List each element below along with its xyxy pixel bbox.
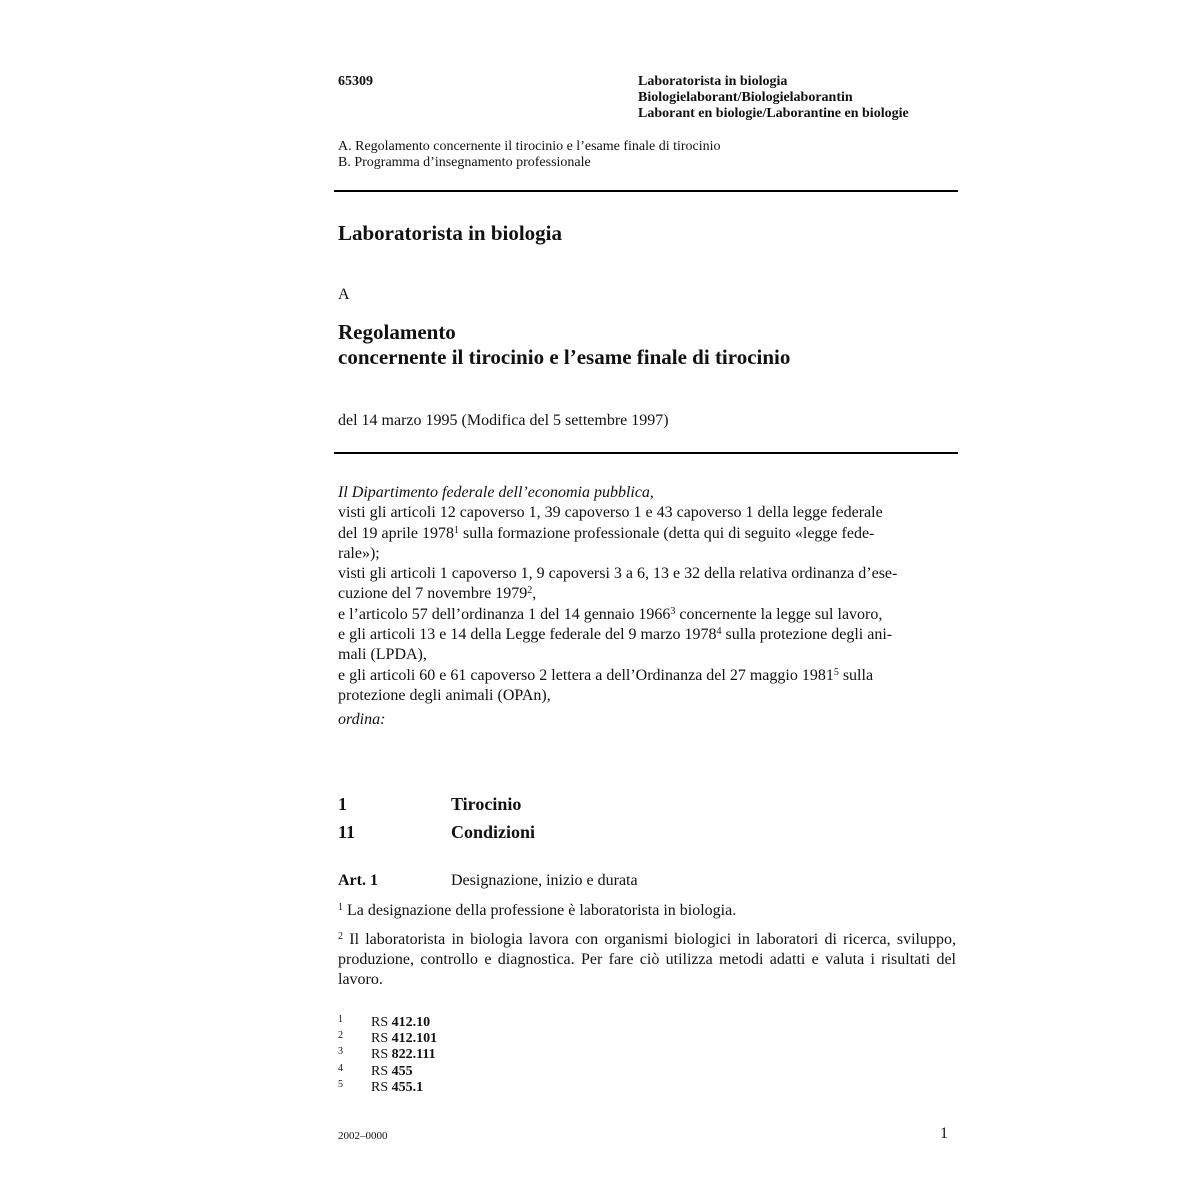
header-title-fr: Laborant en biologie/Laborantine en biologie bbox=[638, 106, 909, 121]
preamble-line bbox=[338, 625, 958, 645]
regulation-title-line2: concernente il tirocinio e l’esame finale di tirocinio bbox=[338, 345, 791, 369]
footnote-ref-number: 455.1 bbox=[391, 1079, 424, 1095]
toc-item-b: B. Programma d’insegnamento professionale bbox=[338, 155, 591, 170]
preamble-text: e gli articoli 13 e 14 della Legge federale del 9 marzo 1978 bbox=[338, 626, 717, 644]
header-title-de: Biologielaborant/Biologielaborantin bbox=[638, 90, 853, 105]
header-titles bbox=[638, 74, 909, 122]
article-paragraph-1 bbox=[338, 901, 956, 921]
footnote-ref: 4 bbox=[716, 626, 722, 638]
page-number: 1 bbox=[940, 1125, 948, 1142]
footnote-number: 5 bbox=[338, 1078, 343, 1090]
paragraph-text: Il laboratorista in biologia lavora con organismi biologici in laboratori di ricerca, sviluppo, produzione, controllo e diagnostica. Per fare ciò utilizza metodi adatti e valuta i risultati del lavoro. bbox=[338, 931, 957, 988]
preamble-text: sulla protezione degli ani- bbox=[721, 626, 893, 644]
footnote-ref: 2 bbox=[527, 585, 533, 597]
document-code: 65309 bbox=[338, 74, 373, 89]
footnote-prefix: RS bbox=[371, 1079, 392, 1095]
preamble bbox=[338, 483, 958, 731]
date-line: del 14 marzo 1995 (Modifica del 5 settembre 1997) bbox=[338, 412, 669, 429]
preamble-text: e l’articolo 57 dell’ordinanza 1 del 14 gennaio 1966 bbox=[338, 605, 671, 623]
header-title-it: Laboratorista in biologia bbox=[638, 74, 788, 89]
footnote-prefix: RS bbox=[371, 1031, 392, 1047]
regulation-title bbox=[338, 320, 790, 370]
preamble-line bbox=[338, 666, 958, 686]
preamble-line: mali (LPDA), bbox=[338, 646, 427, 664]
divider-top bbox=[334, 190, 958, 192]
footnote-number: 4 bbox=[338, 1062, 343, 1074]
preamble-line bbox=[338, 605, 958, 625]
preamble-text: del 19 aprile 1978 bbox=[338, 524, 454, 542]
paragraph-number: 1 bbox=[338, 902, 343, 913]
paragraph-number: 2 bbox=[338, 931, 343, 942]
article-number: Art. 1 bbox=[338, 872, 378, 889]
footer-code: 2002–0000 bbox=[338, 1130, 388, 1142]
divider-middle bbox=[334, 452, 958, 454]
footnote-ref: 1 bbox=[453, 524, 459, 536]
footnote-ref: 5 bbox=[833, 666, 839, 678]
footnote-prefix: RS bbox=[371, 1047, 392, 1063]
footnote bbox=[338, 1080, 437, 1096]
footnote-number: 1 bbox=[338, 1014, 343, 1025]
footnotes bbox=[338, 1015, 437, 1096]
footnote-number: 3 bbox=[338, 1046, 343, 1058]
footnote-ref-number: 822.111 bbox=[391, 1047, 436, 1063]
footnote-ref-number: 412.10 bbox=[391, 1015, 431, 1030]
part-letter: A bbox=[338, 286, 350, 303]
preamble-text: e gli articoli 60 e 61 capoverso 2 lettera a dell’Ordinanza del 27 maggio 1981 bbox=[338, 666, 834, 684]
footnote-ref-number: 455 bbox=[391, 1063, 413, 1079]
section-title: Tirocinio bbox=[451, 794, 522, 814]
preamble-line: rale»); bbox=[338, 544, 380, 562]
paragraph-text: La designazione della professione è laboratorista in biologia. bbox=[347, 902, 737, 919]
section-number: 1 bbox=[338, 794, 347, 814]
preamble-intro: Il Dipartimento federale dell’economia pubblica, bbox=[338, 484, 654, 501]
subsection-number: 11 bbox=[338, 822, 356, 842]
preamble-line: visti gli articoli 1 capoverso 1, 9 capoversi 3 a 6, 13 e 32 della relativa ordinanza d’ese- bbox=[338, 565, 898, 583]
subsection-title: Condizioni bbox=[451, 822, 536, 842]
article-title: Designazione, inizio e durata bbox=[451, 872, 638, 889]
preamble-text: sulla bbox=[838, 666, 874, 684]
table-of-contents bbox=[338, 139, 721, 171]
preamble-line: visti gli articoli 12 capoverso 1, 39 capoverso 1 e 43 capoverso 1 della legge federale bbox=[338, 504, 883, 522]
document-title: Laboratorista in biologia bbox=[338, 221, 563, 245]
preamble-line bbox=[338, 584, 958, 604]
preamble-ordina: ordina: bbox=[338, 711, 386, 729]
toc-item-a: A. Regolamento concernente il tirocinio e l’esame finale di tirocinio bbox=[338, 139, 721, 154]
preamble-text: , bbox=[532, 585, 537, 603]
preamble-text: cuzione del 7 novembre 1979 bbox=[338, 585, 528, 603]
preamble-text: sulla formazione professionale (detta qui di seguito «legge fede- bbox=[458, 524, 875, 542]
footnote-ref: 3 bbox=[670, 605, 676, 617]
footnote-prefix: RS bbox=[371, 1015, 392, 1030]
preamble-line bbox=[338, 524, 958, 544]
footnote-prefix: RS bbox=[371, 1063, 392, 1079]
footnote-number: 2 bbox=[338, 1030, 343, 1042]
preamble-text: concernente la legge sul lavoro, bbox=[675, 605, 883, 623]
preamble-line: protezione degli animali (OPAn), bbox=[338, 686, 551, 704]
regulation-title-line1: Regolamento bbox=[338, 320, 456, 344]
article-paragraph-2 bbox=[338, 930, 956, 990]
footnote-ref-number: 412.101 bbox=[391, 1031, 438, 1047]
